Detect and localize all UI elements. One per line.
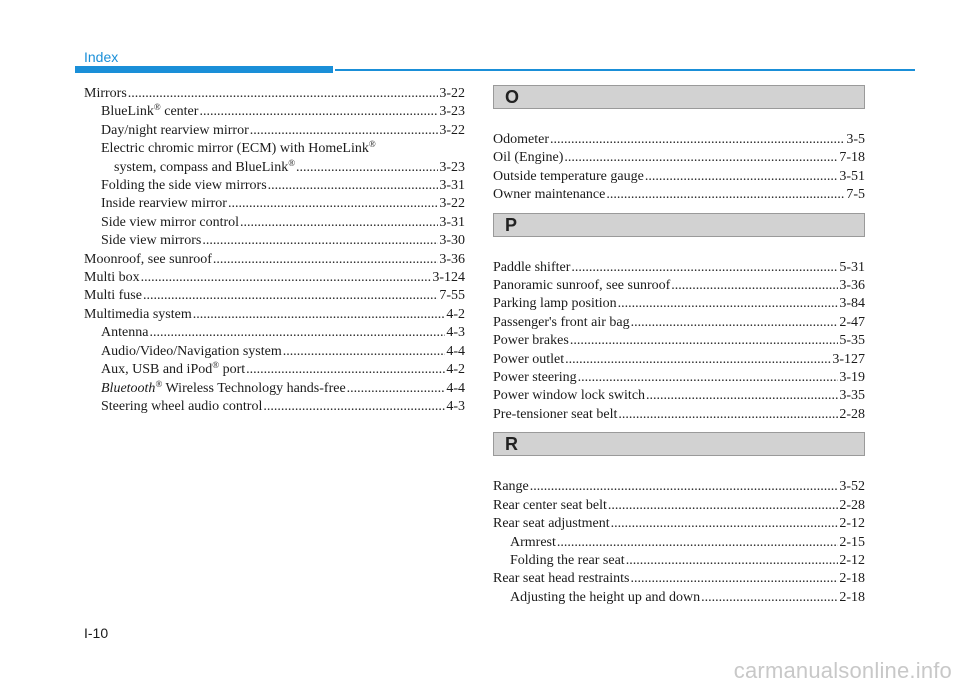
entry-label: Mirrors: [84, 86, 127, 101]
dot-leader: [240, 214, 438, 232]
index-entry[interactable]: [493, 552, 865, 570]
entry-label: Steering wheel audio control: [101, 398, 263, 414]
index-entry-side-mirror-control[interactable]: [84, 214, 465, 232]
index-entry-moonroof[interactable]: [84, 251, 465, 269]
index-entry-side-mirrors[interactable]: [84, 232, 465, 250]
dot-leader: [646, 387, 838, 405]
entry-label: Passenger's front air bag: [493, 314, 630, 330]
entry-page: 2-15: [839, 534, 865, 550]
entry-page: 3-31: [439, 214, 465, 230]
entry-label: Folding the side view mirrors: [101, 178, 267, 194]
entry-page: 3-31: [439, 178, 465, 194]
dot-leader: [263, 398, 445, 416]
index-entry-multi-fuse[interactable]: [84, 287, 465, 305]
entry-label: Power brakes: [493, 333, 569, 349]
entry-label: Multi box: [84, 270, 140, 286]
index-entry-mirrors[interactable]: [84, 85, 465, 103]
entry-page: 2-28: [839, 406, 865, 422]
entry-page: 3-36: [439, 251, 465, 267]
dot-leader: [228, 195, 438, 213]
dot-leader: [578, 369, 839, 387]
entry-label: system, compass and BlueLink®: [114, 157, 296, 175]
entry-label: Panoramic sunroof, see sunroof: [493, 278, 671, 294]
dot-leader: [630, 570, 838, 588]
dot-leader: [618, 295, 839, 313]
index-entry[interactable]: [493, 295, 865, 313]
section-o-entries: [493, 131, 865, 205]
entry-page: 4-4: [446, 343, 465, 359]
index-entry[interactable]: [493, 570, 865, 588]
index-entry[interactable]: [493, 332, 865, 350]
dot-leader: [550, 131, 845, 149]
index-column-left: [84, 85, 465, 416]
index-column-right: [493, 85, 865, 607]
entry-label: Power window lock switch: [493, 388, 646, 404]
index-entry[interactable]: [493, 387, 865, 405]
index-entry[interactable]: [493, 149, 865, 167]
index-entry[interactable]: [493, 515, 865, 533]
entry-label: Odometer: [493, 132, 549, 147]
section-title: Index: [84, 49, 119, 65]
entry-label: Adjusting the height up and down: [510, 589, 701, 605]
entry-label: Antenna: [101, 325, 149, 341]
entry-page: 7-18: [839, 150, 865, 166]
index-entry[interactable]: [493, 168, 865, 186]
entry-page: 2-18: [839, 571, 865, 587]
dot-leader: [570, 332, 839, 350]
entry-page: 3-22: [439, 86, 465, 101]
entry-page: 2-18: [839, 589, 865, 605]
entry-page: 7-5: [846, 187, 865, 203]
dot-leader: [283, 343, 446, 361]
entry-label: Pre-tensioner seat belt: [493, 406, 618, 422]
index-entry-antenna[interactable]: [84, 324, 465, 342]
entry-label: Audio/Video/Navigation system: [101, 343, 282, 359]
dot-leader: [557, 534, 838, 552]
dot-leader: [296, 159, 438, 177]
entry-label: Paddle shifter: [493, 259, 571, 275]
entry-page: 2-47: [839, 314, 865, 330]
entry-label: Owner maintenance: [493, 187, 606, 203]
entry-page: 3-35: [839, 388, 865, 404]
index-entry-ecm-line2[interactable]: [84, 159, 465, 177]
page-number: I-10: [84, 625, 109, 641]
entry-page: 3-84: [839, 296, 865, 312]
index-entry-bluetooth[interactable]: [84, 380, 465, 398]
section-heading-o: O: [493, 85, 865, 109]
entry-label: Armrest: [510, 534, 556, 550]
entry-label: Electric chromic mirror (ECM) with HomeLink: [101, 141, 369, 157]
index-entry[interactable]: [493, 131, 865, 149]
index-entry[interactable]: [493, 351, 865, 369]
index-entry-avn[interactable]: [84, 343, 465, 361]
entry-page: 2-12: [839, 552, 865, 568]
header-rule-thin: [335, 69, 915, 71]
entry-label: Multimedia system: [84, 306, 192, 322]
dot-leader: [149, 324, 445, 342]
dot-leader: [202, 232, 438, 250]
dot-leader: [571, 259, 838, 277]
entry-label: Multi fuse: [84, 288, 142, 304]
entry-label: Range: [493, 479, 529, 495]
index-entry[interactable]: [493, 534, 865, 552]
entry-page: 5-35: [839, 333, 865, 349]
dot-leader: [564, 149, 838, 167]
index-entry[interactable]: [493, 497, 865, 515]
index-entry-folding-mirrors[interactable]: [84, 177, 465, 195]
entry-page: 4-3: [446, 398, 465, 414]
dot-leader: [250, 122, 439, 140]
index-entry[interactable]: [493, 259, 865, 277]
entry-page: 5-31: [839, 259, 865, 275]
entry-page: 3-51: [839, 168, 865, 184]
dot-leader: [618, 406, 838, 424]
dot-leader: [141, 269, 432, 287]
watermark-text: carmanualsonline.info: [733, 658, 952, 683]
entry-label: Inside rearview mirror: [101, 196, 227, 212]
dot-leader: [347, 380, 446, 398]
entry-page: 3-5: [846, 132, 865, 147]
section-heading-p: P: [493, 213, 865, 237]
index-entry[interactable]: [493, 186, 865, 204]
dot-leader: [645, 168, 839, 186]
index-entry[interactable]: [493, 478, 865, 496]
index-entry-steering-audio[interactable]: [84, 398, 465, 416]
entry-page: 3-124: [432, 270, 465, 286]
entry-label: Parking lamp position: [493, 296, 617, 312]
dot-leader: [246, 361, 445, 379]
index-entry-bluelink-center[interactable]: [84, 103, 465, 121]
entry-page: 4-2: [446, 362, 465, 378]
entry-label: Bluetooth® Wireless Technology hands-free: [101, 378, 346, 396]
dot-leader: [143, 287, 438, 305]
entry-label: Aux, USB and iPod® port: [101, 360, 246, 378]
index-entry[interactable]: [493, 406, 865, 424]
dot-leader: [193, 306, 446, 324]
entry-page: 3-19: [839, 370, 865, 386]
entry-page: 3-127: [832, 351, 865, 367]
section-r-entries: [493, 478, 865, 607]
entry-page: 3-23: [439, 104, 465, 120]
entry-page: 3-36: [839, 278, 865, 294]
dot-leader: [671, 277, 838, 295]
entry-label: Folding the rear seat: [510, 552, 625, 568]
dot-leader: [565, 351, 831, 369]
dot-leader: [199, 103, 438, 121]
entry-label: BlueLink® center: [101, 102, 199, 120]
entry-label: Rear seat head restraints: [493, 571, 630, 587]
dot-leader: [701, 589, 838, 607]
entry-label: Moonroof, see sunroof: [84, 251, 212, 267]
index-entry-daynight-mirror[interactable]: [84, 122, 465, 140]
dot-leader: [606, 186, 845, 204]
entry-label: Power steering: [493, 370, 577, 386]
index-entry-aux-usb-ipod[interactable]: [84, 361, 465, 379]
entry-page: 3-22: [439, 196, 465, 212]
index-entry[interactable]: [493, 589, 865, 607]
dot-leader: [631, 314, 839, 332]
dot-leader: [608, 497, 838, 515]
header-rule-thick: [75, 66, 333, 73]
entry-page: 2-12: [839, 516, 865, 532]
entry-label: Side view mirror control: [101, 214, 240, 230]
section-heading-r: R: [493, 432, 865, 456]
entry-label: Oil (Engine): [493, 150, 564, 166]
index-entry[interactable]: [493, 314, 865, 332]
section-p-entries: [493, 259, 865, 425]
index-entry[interactable]: [493, 277, 865, 295]
entry-label: Day/night rearview mirror: [101, 122, 249, 138]
entry-page: 2-28: [839, 497, 865, 513]
dot-leader: [611, 515, 839, 533]
entry-page: 7-55: [439, 288, 465, 304]
entry-page: 3-23: [439, 159, 465, 175]
entry-page: 4-4: [446, 380, 465, 396]
entry-label: Rear center seat belt: [493, 497, 607, 513]
index-entry-multi-box[interactable]: [84, 269, 465, 287]
dot-leader: [213, 251, 438, 269]
entry-label: Rear seat adjustment: [493, 516, 610, 532]
index-entry-ecm-line1[interactable]: Electric chromic mirror (ECM) with HomeLink®: [101, 139, 376, 157]
entry-page: 3-30: [439, 233, 465, 249]
entry-label: Outside temperature gauge: [493, 168, 644, 184]
entry-page: 4-3: [446, 325, 465, 341]
dot-leader: [530, 478, 839, 496]
index-entry-multimedia[interactable]: [84, 306, 465, 324]
dot-leader: [268, 177, 439, 195]
entry-label: Side view mirrors: [101, 233, 202, 249]
entry-page: 4-2: [446, 306, 465, 322]
entry-label: Power outlet: [493, 351, 565, 367]
index-entry-inside-mirror[interactable]: [84, 195, 465, 213]
dot-leader: [626, 552, 839, 570]
entry-page: 3-52: [839, 479, 865, 495]
dot-leader: [128, 85, 439, 103]
index-entry[interactable]: [493, 369, 865, 387]
entry-page: 3-22: [439, 122, 465, 138]
